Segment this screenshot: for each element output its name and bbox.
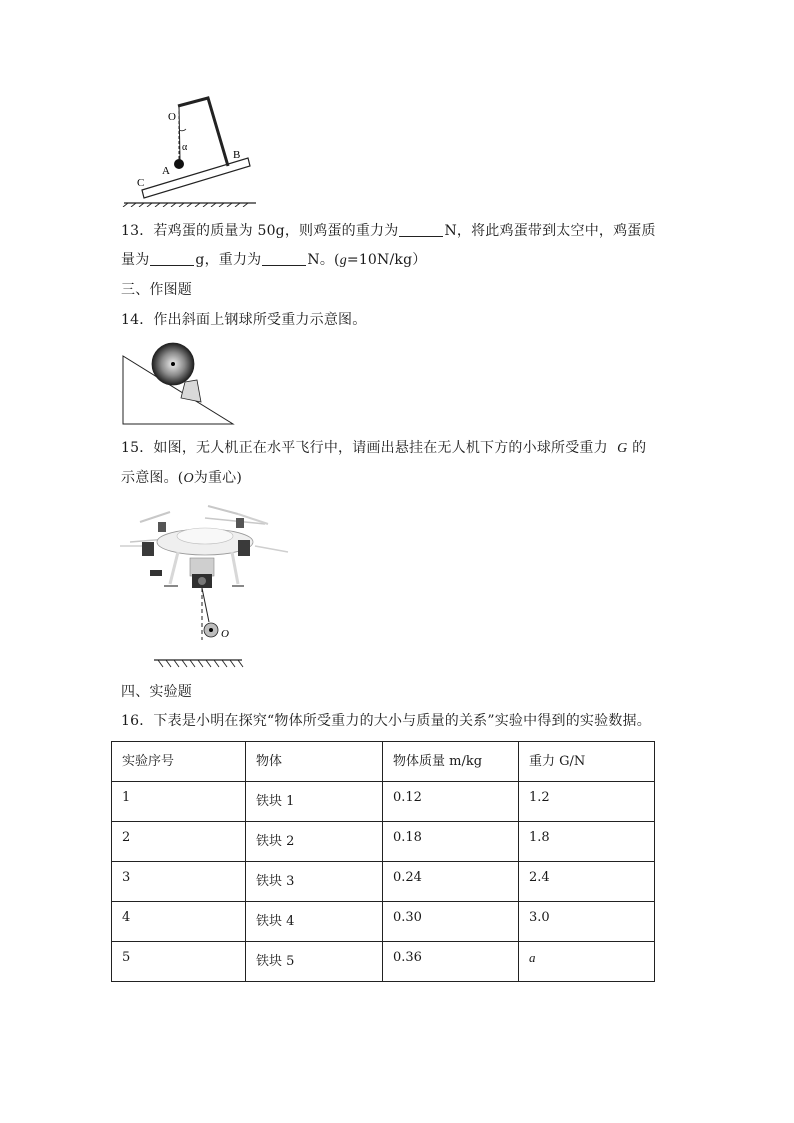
table-cell-unknown: a (519, 942, 655, 982)
section-heading-drawing: 三、作图题 (121, 282, 192, 298)
table-cell: 铁块 1 (246, 782, 383, 822)
table-cell: 1.8 (519, 822, 655, 862)
label-O-center: O (221, 628, 229, 640)
table-cell: 3.0 (519, 902, 655, 942)
table-row (112, 902, 655, 942)
pendulum-incline-figure (120, 92, 260, 207)
label-B: B (233, 149, 241, 161)
table-cell: 5 (112, 942, 246, 982)
label-C: C (137, 177, 145, 189)
header-weight: 重力 G/N (519, 742, 655, 782)
question-16: 16．下表是小明在探究“物体所受重力的大小与质量的关系”实验中得到的实验数据。 (121, 713, 651, 729)
table-cell: 1 (112, 782, 246, 822)
label-A: A (162, 165, 170, 177)
table-cell: 0.12 (383, 782, 519, 822)
question-13-line-2: 量为 g，重力为 N。(g=10N/kg） (121, 252, 427, 268)
table-cell: 铁块 3 (246, 862, 383, 902)
table-row (112, 942, 655, 982)
table-cell: 2 (112, 822, 246, 862)
table-header-row (112, 742, 655, 782)
table-row (112, 782, 655, 822)
table-cell: 4 (112, 902, 246, 942)
question-14: 14．作出斜面上钢球所受重力示意图。 (121, 312, 367, 328)
drone-figure (120, 500, 295, 672)
table-cell: 铁块 5 (246, 942, 383, 982)
table-cell: 2.4 (519, 862, 655, 902)
table-cell: 0.24 (383, 862, 519, 902)
header-mass: 物体质量 m/kg (383, 742, 519, 782)
table-row (112, 862, 655, 902)
question-15-line-1: 15．如图，无人机正在水平飞行中，请画出悬挂在无人机下方的小球所受重力 G 的 (121, 440, 647, 456)
answer-blank-1[interactable] (399, 222, 443, 237)
header-trial-number: 实验序号 (112, 742, 246, 782)
question-13-line-1: 13．若鸡蛋的质量为 50g，则鸡蛋的重力为 N，将此鸡蛋带到太空中，鸡蛋质 (121, 223, 656, 239)
table-cell: 0.18 (383, 822, 519, 862)
label-alpha: α (182, 142, 188, 153)
table-cell: 铁块 4 (246, 902, 383, 942)
section-heading-experiment: 四、实验题 (121, 684, 192, 700)
table-cell: 1.2 (519, 782, 655, 822)
table-row (112, 822, 655, 862)
experiment-data-table (111, 741, 655, 982)
table-cell: 0.36 (383, 942, 519, 982)
question-15-line-2: 示意图。(O为重心) (121, 470, 243, 486)
table-cell: 0.30 (383, 902, 519, 942)
label-O: O (168, 111, 176, 123)
answer-blank-2[interactable] (150, 251, 194, 266)
incline-ball-figure (121, 342, 237, 426)
table-cell: 3 (112, 862, 246, 902)
table-cell: 铁块 2 (246, 822, 383, 862)
answer-blank-3[interactable] (262, 251, 306, 266)
header-object: 物体 (246, 742, 383, 782)
